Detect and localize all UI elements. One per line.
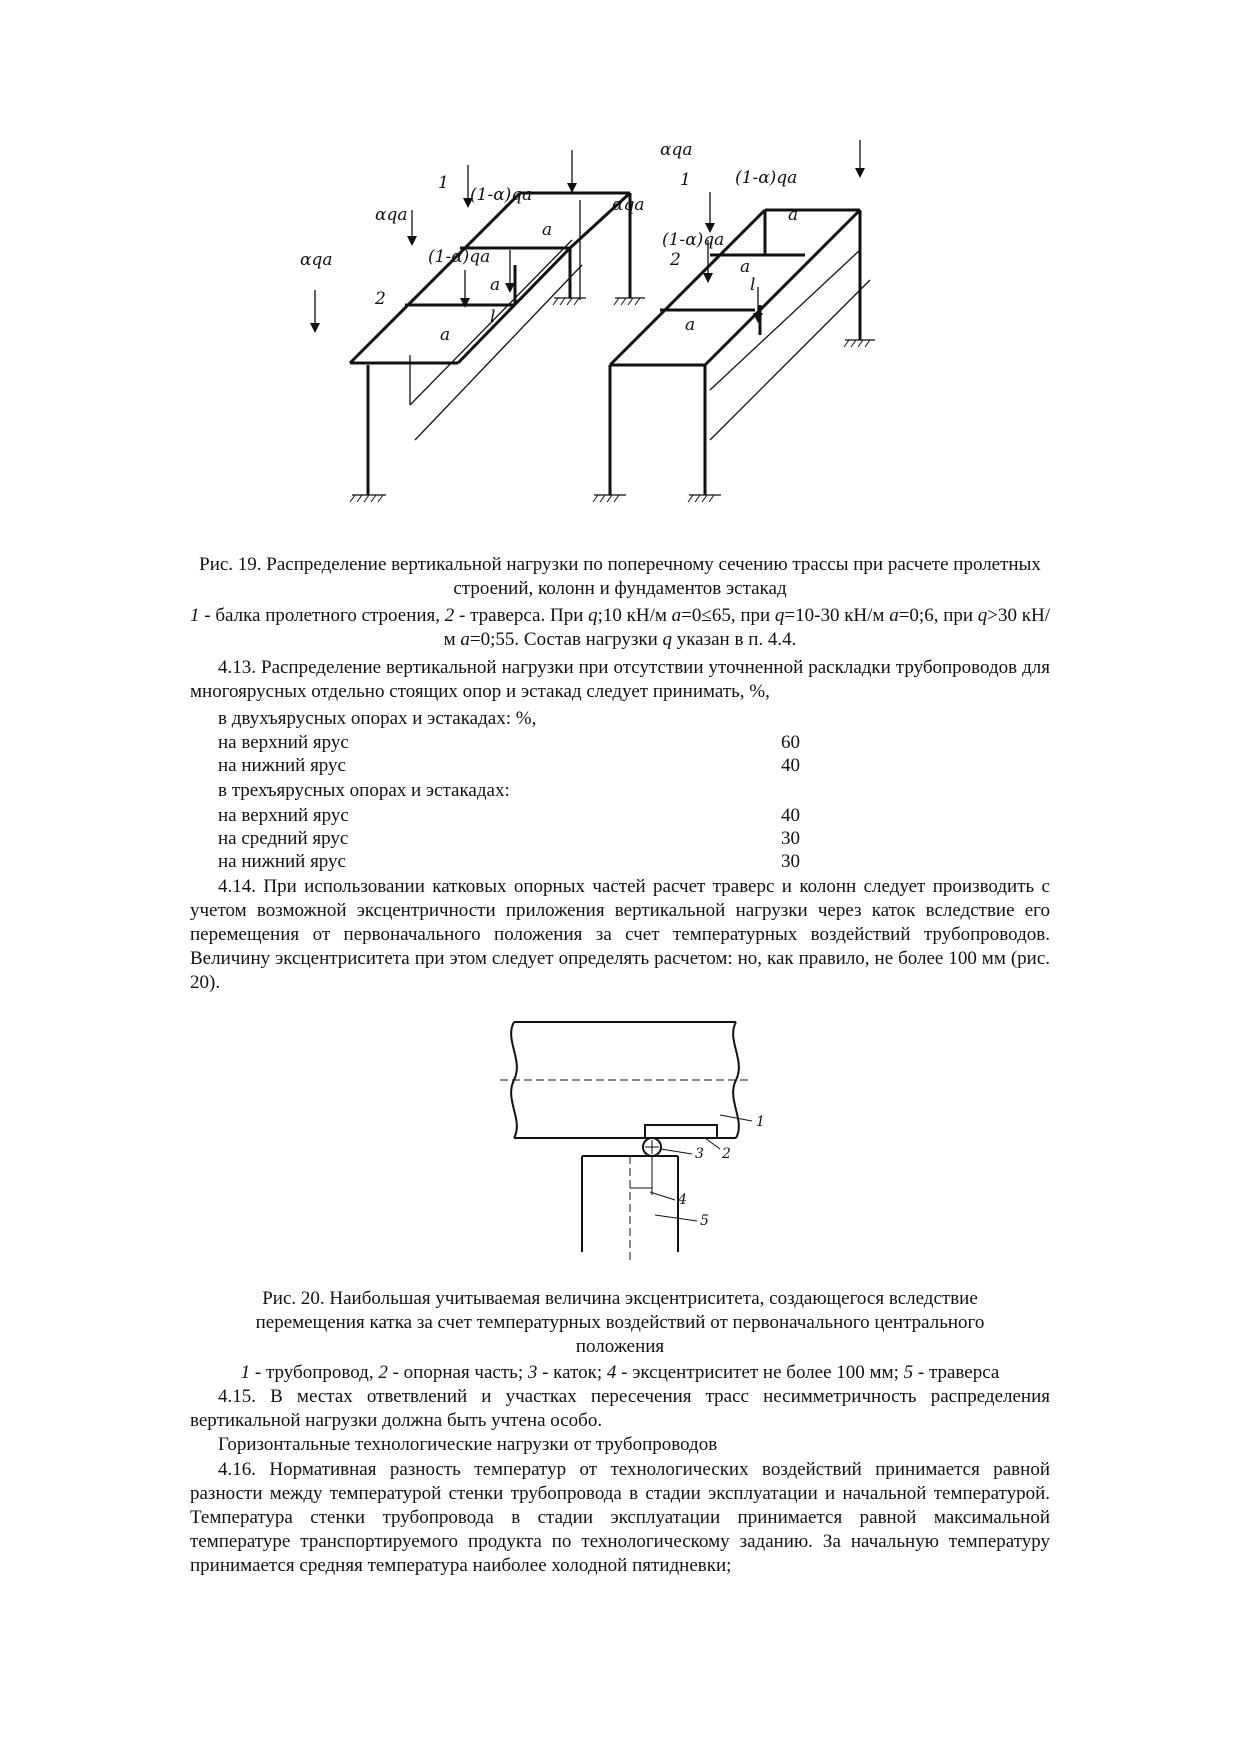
fig19-label-1-minus-aqa-left-lower: (1-α)qa <box>428 247 491 267</box>
section-4-16: 4.16. Нормативная разность температур от технологических воздействий принимается равной разности между температурой стенки трубопровода в стадии эксплуатации и начальной температурой. Температура стенки трубопровода в стадии эксплуатации принимается равной максимальной температуре транспортируемого продукта по технологическому заданию. За начальную температуру принимается средняя температура наиболее холодной пятидневки; <box>190 1459 1050 1576</box>
three-tier-row-label: на верхний ярус <box>218 805 349 826</box>
legend-fragment: - опорная часть; <box>387 1362 528 1383</box>
legend-fragment: 2 <box>378 1362 388 1383</box>
fig19-label-1-right: 1 <box>680 170 691 190</box>
three-tier-heading: в трехъярусных опорах и эстакадах: <box>218 780 510 801</box>
two-tier-row-label: на верхний ярус <box>218 732 349 753</box>
three-tier-row-label: на средний ярус <box>218 828 349 849</box>
fig19-label-aqa-left-upper: αqa <box>375 205 408 225</box>
subheading-horizontal-loads: Горизонтальные технологические нагрузки от трубопроводов <box>218 1434 718 1455</box>
legend-fragment: - траверса. При <box>454 605 589 626</box>
legend-fragment: =0≤65, при <box>681 605 775 626</box>
three-tier-row-value: 30 <box>781 828 800 849</box>
fig19-label-2-right: 2 <box>670 250 681 270</box>
fig19-label-1-minus-aqa-left-upper: (1-α)qa <box>470 185 533 205</box>
figure-20-caption: Рис. 20. Наибольшая учитываемая величина эксцентриситета, создающегося вследствие перемещения катка за счет температурных воздействий от первоначального центрального положения <box>255 1288 985 1357</box>
legend-fragment: >30 кН/м <box>443 605 1050 650</box>
fig19-label-a-left-1: a <box>542 220 553 240</box>
fig19-label-aqa-left-lower: αqa <box>300 250 333 270</box>
fig19-label-a-left-2: a <box>490 275 501 295</box>
section-4-13-intro: 4.13. Распределение вертикальной нагрузки при отсутствии уточненной раскладки трубопроводов для многоярусных отдельно стоящих опор и эстакад следует принимать, %, <box>190 657 1050 702</box>
fig20-label-3: 3 <box>695 1146 704 1162</box>
section-4-15: 4.15. В местах ответвлений и участках пересечения трасс несимметричность распределения вертикальной нагрузки должна быть учтена особо. <box>190 1386 1050 1431</box>
figure-19-legend <box>190 604 1050 652</box>
fig20-label-4: 4 <box>678 1192 687 1208</box>
legend-fragment: q <box>774 605 785 626</box>
fig19-label-1-left: 1 <box>438 173 449 193</box>
legend-fragment: =0;6, при <box>898 605 978 626</box>
fig19-label-a-right-3: a <box>685 315 696 335</box>
fig19-label-aqa-right-lower: αqa <box>612 195 645 215</box>
fig19-label-a-right-2: a <box>740 257 751 277</box>
fig19-label-a-right-1: a <box>788 205 799 225</box>
two-tier-heading: в двухъярусных опорах и эстакадах: %, <box>218 708 537 729</box>
legend-fragment: a <box>889 605 899 626</box>
fig19-label-1-minus-aqa-right-lower: (1-α)qa <box>662 230 725 250</box>
legend-fragment: =10-30 кН/м <box>784 605 890 626</box>
figure-19-drawing <box>300 140 930 520</box>
two-tier-row-value: 40 <box>781 755 800 776</box>
legend-fragment: 2 <box>444 605 455 626</box>
legend-fragment: - балка пролетного строения, <box>199 605 445 626</box>
legend-fragment: - каток; <box>537 1362 607 1383</box>
legend-fragment: 3 <box>527 1362 538 1383</box>
legend-fragment: 5 <box>903 1362 914 1383</box>
fig20-label-2: 2 <box>722 1146 731 1162</box>
fig19-label-1-minus-aqa-right-upper: (1-α)qa <box>735 168 798 188</box>
legend-fragment: 4 <box>606 1362 617 1383</box>
legend-fragment: a <box>460 629 470 650</box>
fig20-label-5: 5 <box>700 1213 709 1229</box>
legend-fragment: a <box>671 605 682 626</box>
fig19-label-l-left: l <box>490 307 496 327</box>
legend-fragment: 1 <box>240 1362 251 1383</box>
two-tier-row-value: 60 <box>781 732 800 753</box>
fig19-label-l-right: l <box>750 275 756 295</box>
legend-fragment: - эксцентриситет не более 100 мм; <box>616 1362 904 1383</box>
fig20-label-1: 1 <box>756 1114 765 1130</box>
legend-fragment: 1 <box>190 605 200 626</box>
fig19-label-aqa-right-upper: αqa <box>660 140 693 160</box>
legend-fragment: q <box>662 629 672 650</box>
two-tier-row-label: на нижний ярус <box>218 755 346 776</box>
legend-fragment: =0;55. Состав нагрузки <box>469 629 663 650</box>
three-tier-row-label: на нижний ярус <box>218 851 346 872</box>
legend-fragment: q <box>977 605 988 626</box>
fig19-label-2-left: 2 <box>375 289 386 309</box>
fig19-label-a-left-3: a <box>440 325 451 345</box>
figure-19-caption: Рис. 19. Распределение вертикальной нагрузки по поперечному сечению трассы при расчете пролетных строений, колонн и фундаментов эстакад <box>199 554 1041 599</box>
legend-fragment: ;10 кН/м <box>597 605 672 626</box>
figure-20-legend <box>190 1361 1050 1385</box>
legend-fragment: - трубопровод, <box>250 1362 379 1383</box>
three-tier-row-value: 40 <box>781 805 800 826</box>
three-tier-row-value: 30 <box>781 851 800 872</box>
section-4-14: 4.14. При использовании катковых опорных частей расчет траверс и колонн следует производить с учетом возможной эксцентричности приложения вертикальной нагрузки через каток вследствие его перемещения от первоначального положения за счет температурных воздействий трубопроводов. Величину эксцентриситета при этом следует определять расчетом: но, как правило, не более 100 мм (рис. 20). <box>190 876 1050 993</box>
legend-fragment: q <box>588 605 598 626</box>
figure-20-drawing <box>500 1020 790 1270</box>
legend-fragment: - траверса <box>913 1362 1000 1383</box>
legend-fragment: указан в п. 4.4. <box>671 629 797 650</box>
